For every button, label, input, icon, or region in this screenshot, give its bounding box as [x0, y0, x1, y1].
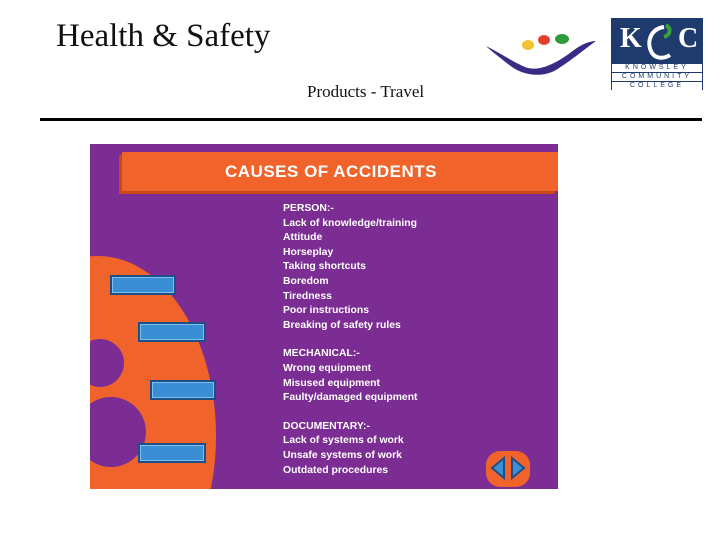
logo-letter-k: K	[620, 23, 642, 54]
list-item: Wrong equipment	[283, 362, 372, 374]
list-item: Outdated procedures	[283, 464, 389, 476]
page-title: Health & Safety	[56, 18, 271, 54]
menu-tab-2[interactable]	[138, 322, 206, 342]
list-item: Attitude	[283, 232, 323, 244]
slide-banner	[122, 152, 558, 191]
swirl-icon	[642, 21, 676, 61]
list-item: Breaking of safety rules	[283, 319, 401, 331]
slide-heading: CAUSES OF ACCIDENTS	[225, 162, 437, 181]
arrow-right-icon[interactable]	[509, 456, 527, 480]
list-item: Tiredness	[283, 290, 332, 302]
arrow-left-icon[interactable]	[489, 456, 507, 480]
slide-nav	[486, 451, 530, 487]
header-divider	[40, 118, 702, 121]
menu-tab-3[interactable]	[150, 380, 216, 400]
bird-logo-icon	[482, 24, 598, 78]
spacer	[283, 406, 418, 420]
menu-tab-1[interactable]	[110, 275, 176, 295]
menu-tab-4[interactable]	[138, 443, 206, 463]
logo-letter-c: C	[678, 23, 699, 54]
list-item: Unsafe systems of work	[283, 449, 402, 461]
list-item: Faulty/damaged equipment	[283, 392, 418, 404]
list-item: Poor instructions	[283, 305, 370, 317]
logo-band-1: KNOWSLEY	[612, 64, 702, 72]
list-item: Horseplay	[283, 246, 334, 258]
logo-band-2: COMMUNITY	[612, 73, 702, 81]
list-item: Taking shortcuts	[283, 261, 366, 273]
list-item: Lack of systems of work	[283, 435, 404, 447]
section-heading-documentary: DOCUMENTARY:-	[283, 420, 370, 432]
slide-panel	[90, 144, 558, 489]
logo-band-3: COLLEGE	[612, 82, 702, 90]
college-logo	[611, 18, 703, 90]
list-item: Lack of knowledge/training	[283, 217, 417, 229]
page-subtitle: Products - Travel	[307, 82, 425, 101]
spacer	[283, 333, 418, 347]
list-item: Misused equipment	[283, 377, 380, 389]
section-heading-person: PERSON:-	[283, 203, 334, 214]
section-heading-mechanical: MECHANICAL:-	[283, 348, 360, 360]
causes-list	[283, 202, 418, 478]
list-item: Boredom	[283, 275, 329, 287]
